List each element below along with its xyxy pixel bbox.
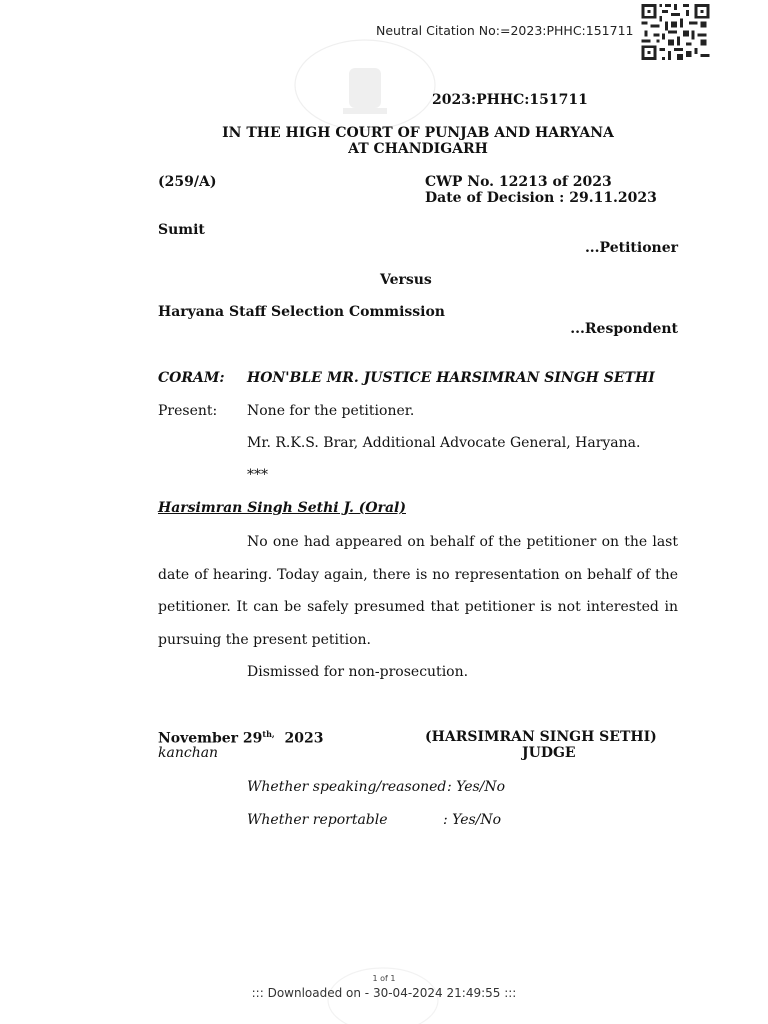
court-location: AT CHANDIGARH <box>348 141 488 157</box>
reportable-label: Whether reportable <box>247 812 388 828</box>
case-number: CWP No. 12213 of 2023 <box>425 174 612 190</box>
qr-code <box>641 4 710 60</box>
present-line-petitioner: None for the petitioner. <box>247 403 415 419</box>
order-date-month: November 29 <box>158 730 263 747</box>
coram-judge: HON'BLE MR. JUSTICE HARSIMRAN SINGH SETHI <box>247 370 655 386</box>
separator-stars: *** <box>247 467 268 483</box>
order-line: No one had appeared on behalf of the petitioner on the last <box>247 534 678 550</box>
order-line: date of hearing. Today again, there is no representation on behalf of the <box>158 566 678 583</box>
order-heading: Harsimran Singh Sethi J. (Oral) <box>158 500 406 516</box>
speaking-label: Whether speaking/reasoned <box>247 779 447 795</box>
order-date <box>158 729 323 747</box>
case-serial: (259/A) <box>158 174 217 190</box>
respondent-name: Haryana Staff Selection Commission <box>158 304 445 320</box>
order-date-suffix: th, <box>262 729 275 739</box>
neutral-citation: Neutral Citation No:=2023:PHHC:151711 <box>376 23 634 38</box>
court-emblem-watermark <box>285 30 445 140</box>
court-name: IN THE HIGH COURT OF PUNJAB AND HARYANA <box>222 125 614 141</box>
decision-date: Date of Decision : 29.11.2023 <box>425 190 657 206</box>
judge-signature-title: JUDGE <box>522 745 576 761</box>
respondent-role: ...Respondent <box>570 321 678 337</box>
versus-label: Versus <box>380 272 432 288</box>
judge-signature-name: (HARSIMRAN SINGH SETHI) <box>425 729 657 745</box>
reportable-value: : Yes/No <box>443 812 502 828</box>
order-paragraph <box>158 526 678 656</box>
order-line: petitioner. It can be safely presumed that petitioner is not interested in <box>158 599 678 615</box>
petitioner-name: Sumit <box>158 222 205 238</box>
page-number: 1 of 1 <box>372 974 396 983</box>
order-line: pursuing the present petition. <box>158 631 372 648</box>
speaking-value: : Yes/No <box>447 779 506 795</box>
download-stamp: ::: Downloaded on - 30-04-2024 21:49:55 ::: <box>251 986 517 1000</box>
clerk-name: kanchan <box>158 745 219 761</box>
present-label: Present: <box>158 403 218 419</box>
present-line-respondent: Mr. R.K.S. Brar, Additional Advocate General, Haryana. <box>247 435 641 451</box>
coram-label: CORAM: <box>158 370 225 386</box>
citation-code: 2023:PHHC:151711 <box>432 92 588 108</box>
order-date-year: 2023 <box>284 730 324 747</box>
dismissed-text: Dismissed for non-prosecution. <box>247 664 469 680</box>
petitioner-role: ...Petitioner <box>584 240 678 256</box>
